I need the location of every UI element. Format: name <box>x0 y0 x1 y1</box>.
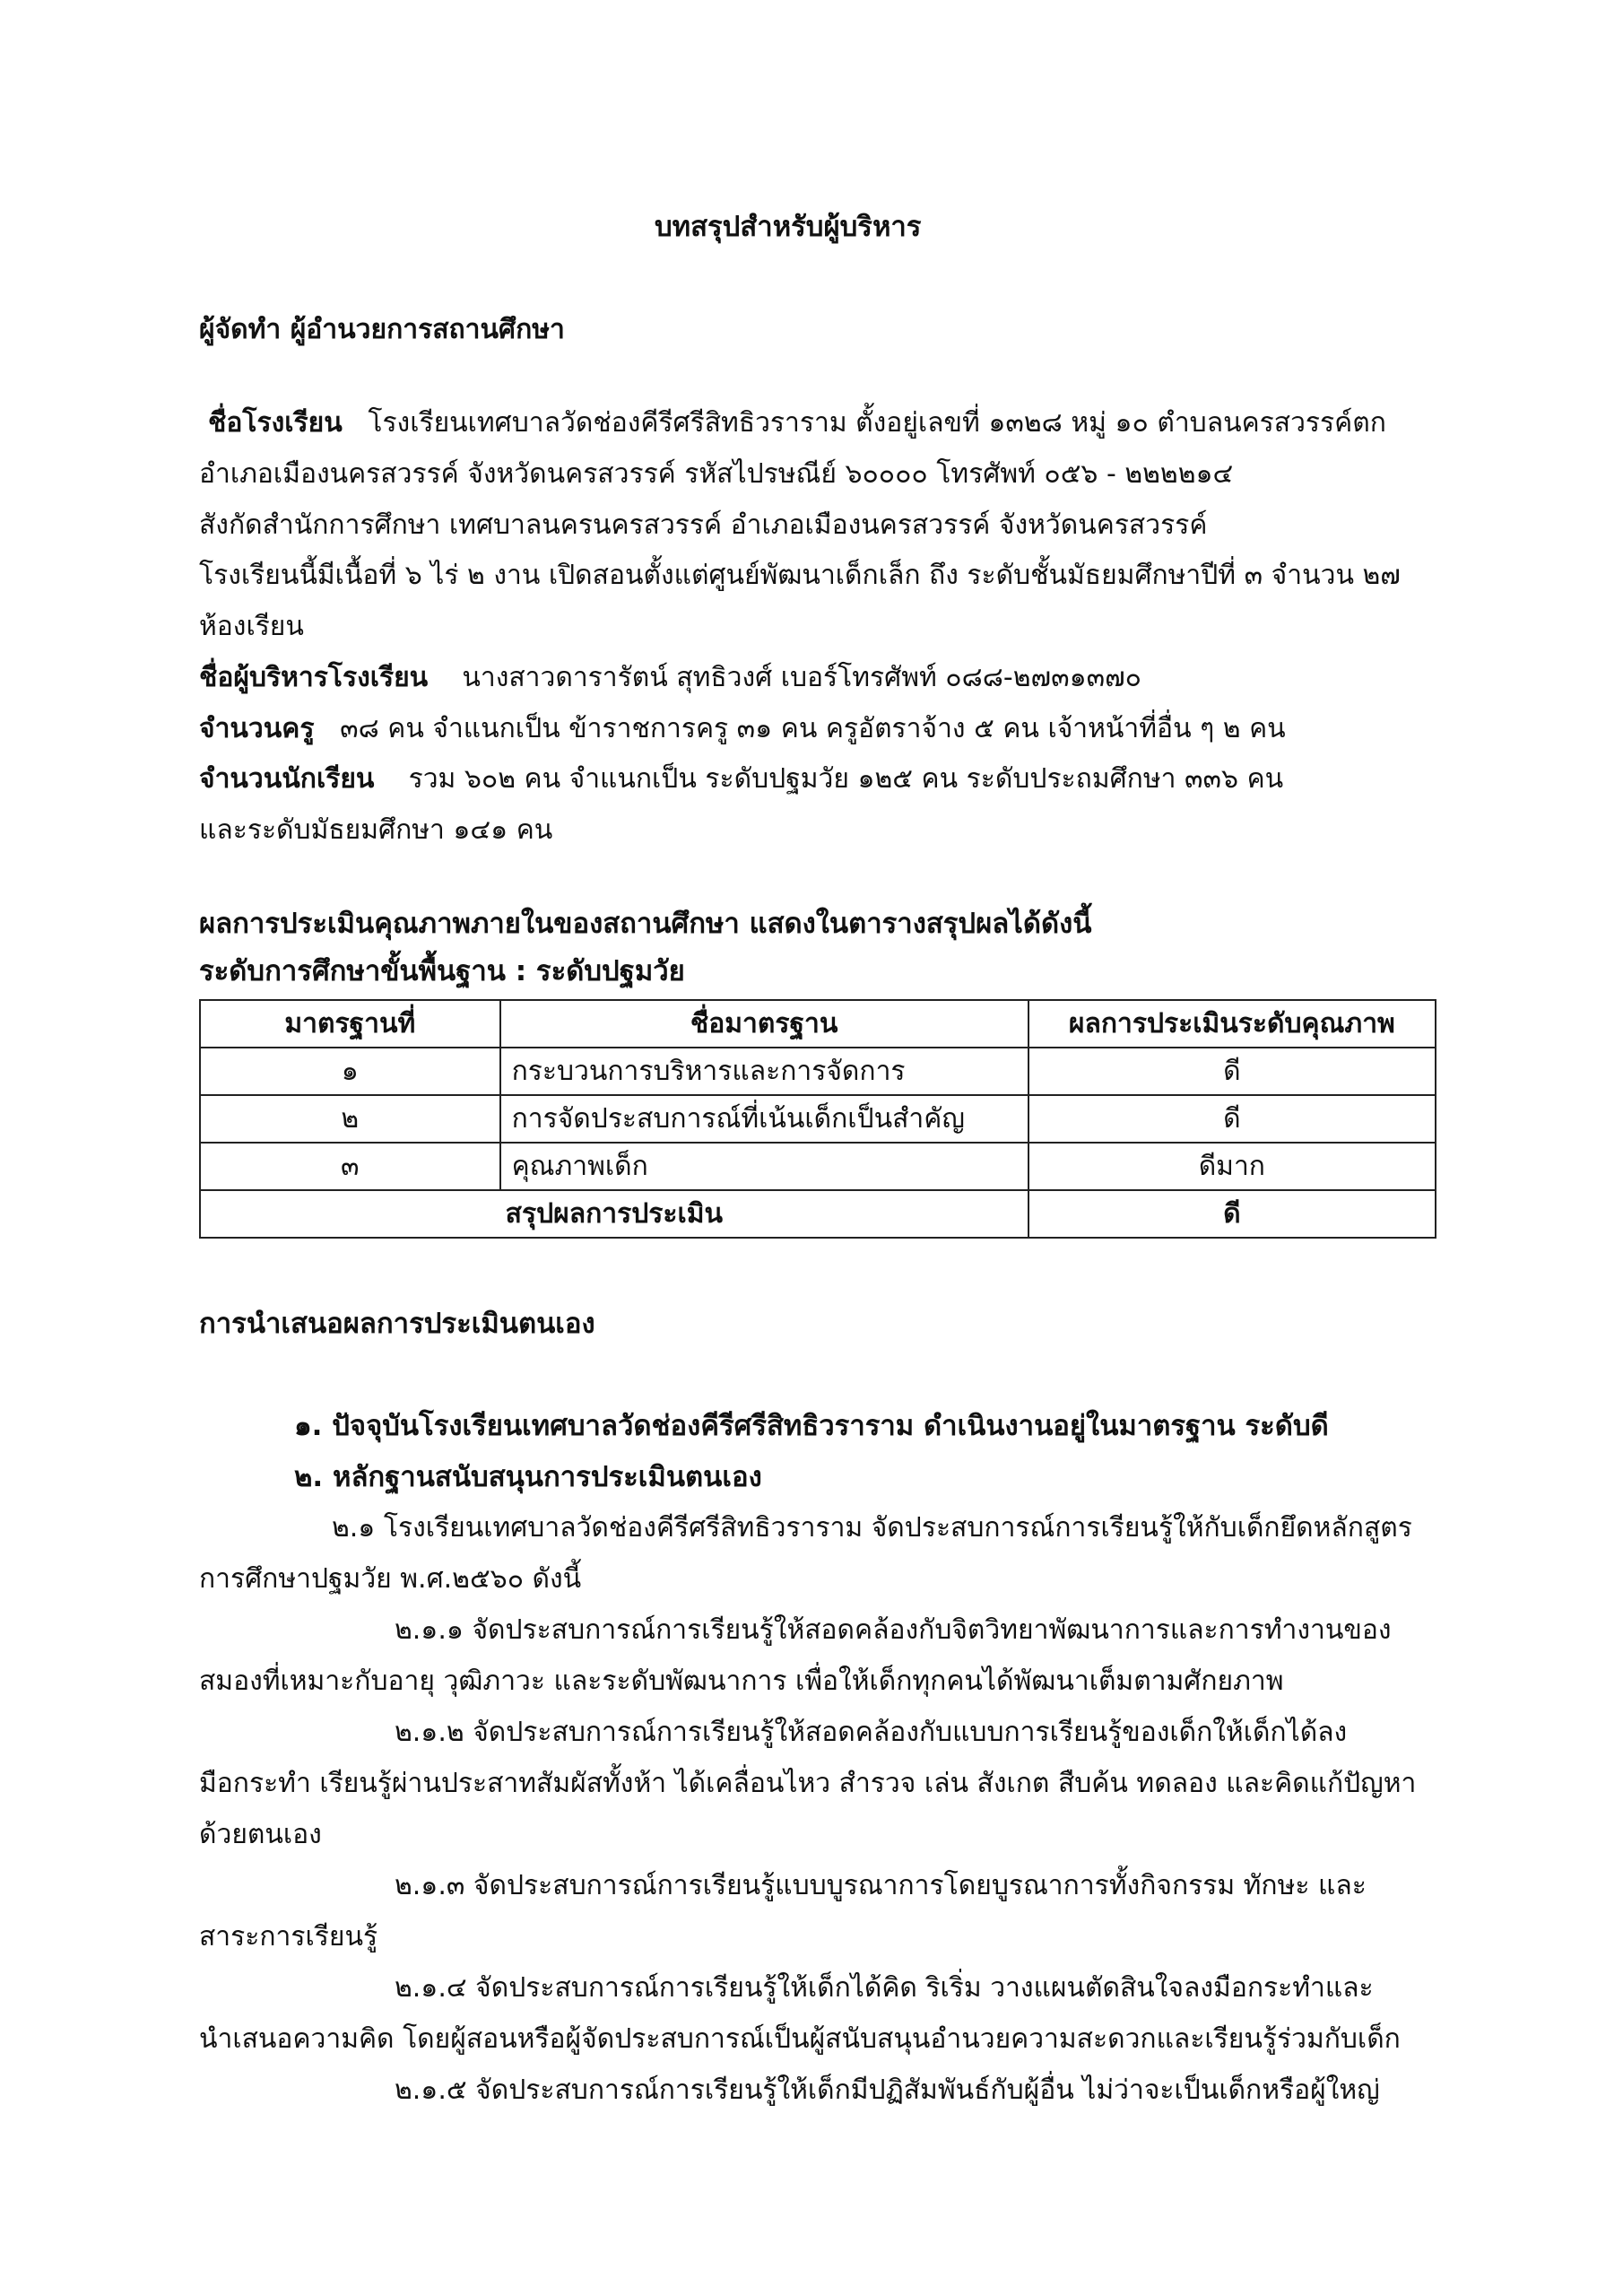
para-2-1-3-line-1: ๒.๑.๓ จัดประสบการณ์การเรียนรู้แบบบูรณาการโดยบูรณาการทั้งกิจกรรม ทักษะ และ <box>395 1870 1367 1901</box>
table-header-no: มาตรฐานที่ <box>200 1000 500 1048</box>
table-row <box>200 1048 1436 1095</box>
para-2-1-4-line-1: ๒.๑.๔ จัดประสบการณ์การเรียนรู้ให้เด็กได้คิด ริเริ่ม วางแผนตัดสินใจลงมือกระทำและ <box>395 1972 1374 2004</box>
school-line-2: อำเภอเมืองนครสวรรค์ จังหวัดนครสวรรค์ รหัสไปรษณีย์ ๖๐๐๐๐ โทรศัพท์ ๐๕๖ - ๒๒๒๒๑๔ <box>199 458 1234 490</box>
para-2-1-1-line-2: สมองที่เหมาะกับอายุ วุฒิภาวะ และระดับพัฒนาการ เพื่อให้เด็กทุกคนได้พัฒนาเต็มตามศักยภาพ <box>199 1665 1284 1697</box>
item-1: ๑. ปัจจุบันโรงเรียนเทศบาลวัดช่องคีรีศรีสิทธิวราราม ดำเนินงานอยู่ในมาตรฐาน ระดับดี <box>294 1410 1329 1442</box>
director-line <box>199 660 1141 696</box>
standard-result: ดีมาก <box>1028 1143 1436 1190</box>
teachers-text: ๓๘ คน จำแนกเป็น ข้าราชการครู ๓๑ คน ครูอัตราจ้าง ๕ คน เจ้าหน้าที่อื่น ๆ ๒ คน <box>340 713 1286 744</box>
students-text: รวม ๖๐๒ คน จำแนกเป็น ระดับปฐมวัย ๑๒๕ คน ระดับประถมศึกษา ๓๓๖ คน <box>408 763 1284 795</box>
standard-no: ๒ <box>200 1095 500 1143</box>
para-2-1-2-line-1: ๒.๑.๒ จัดประสบการณ์การเรียนรู้ให้สอดคล้องกับแบบการเรียนรู้ของเด็กให้เด็กได้ลง <box>395 1717 1348 1748</box>
school-line-4: โรงเรียนนี้มีเนื้อที่ ๖ ไร่ ๒ งาน เปิดสอนตั้งแต่ศูนย์พัฒนาเด็กเล็ก ถึง ระดับชั้นมัธยมศึกษาปีที่ ๓ จำนวน ๒๗ <box>199 560 1401 591</box>
para-2-1-3-line-2: สาระการเรียนรู้ <box>199 1921 378 1952</box>
teachers-label: จำนวนครู <box>199 713 315 744</box>
item-2: ๒. หลักฐานสนับสนุนการประเมินตนเอง <box>294 1461 762 1493</box>
level-heading: ระดับการศึกษาขั้นพื้นฐาน : ระดับปฐมวัย <box>199 955 685 987</box>
standard-no: ๓ <box>200 1143 500 1190</box>
students-line <box>199 761 1283 797</box>
preparer-line: ผู้จัดทำ ผู้อำนวยการสถานศึกษา <box>199 314 565 345</box>
school-line-1 <box>208 405 1386 441</box>
standard-result: ดี <box>1028 1048 1436 1095</box>
document-title: บทสรุปสำหรับผู้บริหาร <box>655 211 922 243</box>
para-2-1-5-line-1: ๒.๑.๕ จัดประสบการณ์การเรียนรู้ให้เด็กมีปฏิสัมพันธ์กับผู้อื่น ไม่ว่าจะเป็นเด็กหรือผู้ใหญ่ <box>395 2074 1380 2106</box>
para-2-1-4-line-2: นำเสนอความคิด โดยผู้สอนหรือผู้จัดประสบการณ์เป็นผู้สนับสนุนอำนวยความสะดวกและเรียนรู้ร่วมกับเด็ก <box>199 2023 1401 2055</box>
school-line-5: ห้องเรียน <box>199 611 304 642</box>
summary-result: ดี <box>1028 1190 1436 1238</box>
teachers-line <box>199 711 1286 747</box>
standard-name: กระบวนการบริหารและการจัดการ <box>500 1048 1028 1095</box>
standard-result: ดี <box>1028 1095 1436 1143</box>
table-header-row <box>200 1000 1436 1048</box>
director-text: นางสาวดารารัตน์ สุทธิวงศ์ เบอร์โทรศัพท์ ๐๘๘-๒๗๓๑๓๗๐ <box>462 662 1141 693</box>
school-line-3: สังกัดสำนักการศึกษา เทศบาลนครนครสวรรค์ อำเภอเมืองนครสวรรค์ จังหวัดนครสวรรค์ <box>199 509 1208 541</box>
school-address-1: โรงเรียนเทศบาลวัดช่องคีรีศรีสิทธิวราราม ตั้งอยู่เลขที่ ๑๓๒๘ หมู่ ๑๐ ตำบลนครสวรรค์ตก <box>368 407 1386 439</box>
students-label: จำนวนนักเรียน <box>199 763 375 795</box>
table-row <box>200 1143 1436 1190</box>
standard-name: คุณภาพเด็ก <box>500 1143 1028 1190</box>
para-2-1-2-line-2: มือกระทำ เรียนรู้ผ่านประสาทสัมผัสทั้งห้า ได้เคลื่อนไหว สำรวจ เล่น สังเกต สืบค้น ทดลอง และคิดแก้ปัญหา <box>199 1768 1417 1799</box>
para-2-1-2-line-3: ด้วยตนเอง <box>199 1819 322 1850</box>
para-2-1-1-line-1: ๒.๑.๑ จัดประสบการณ์การเรียนรู้ให้สอดคล้องกับจิตวิทยาพัฒนาการและการทำงานของ <box>395 1614 1392 1646</box>
standard-no: ๑ <box>200 1048 500 1095</box>
table-row <box>200 1095 1436 1143</box>
table-summary-row <box>200 1190 1436 1238</box>
assessment-heading: ผลการประเมินคุณภาพภายในของสถานศึกษา แสดงในตารางสรุปผลได้ดังนี้ <box>199 908 1092 940</box>
standards-table <box>199 999 1436 1239</box>
standard-name: การจัดประสบการณ์ที่เน้นเด็กเป็นสำคัญ <box>500 1095 1028 1143</box>
students-line-2: และระดับมัธยมศึกษา ๑๔๑ คน <box>199 814 553 846</box>
para-2-1-line-1: ๒.๑ โรงเรียนเทศบาลวัดช่องคีรีศรีสิทธิวราราม จัดประสบการณ์การเรียนรู้ให้กับเด็กยึดหลักสูตร <box>332 1512 1412 1544</box>
table-header-name: ชื่อมาตรฐาน <box>500 1000 1028 1048</box>
director-label: ชื่อผู้บริหารโรงเรียน <box>199 662 429 693</box>
para-2-1-line-2: การศึกษาปฐมวัย พ.ศ.๒๕๖๐ ดังนี้ <box>199 1563 582 1595</box>
table-header-result: ผลการประเมินระดับคุณภาพ <box>1028 1000 1436 1048</box>
summary-label: สรุปผลการประเมิน <box>200 1190 1028 1238</box>
school-label: ชื่อโรงเรียน <box>208 407 343 439</box>
self-assessment-heading: การนำเสนอผลการประเมินตนเอง <box>199 1308 595 1340</box>
